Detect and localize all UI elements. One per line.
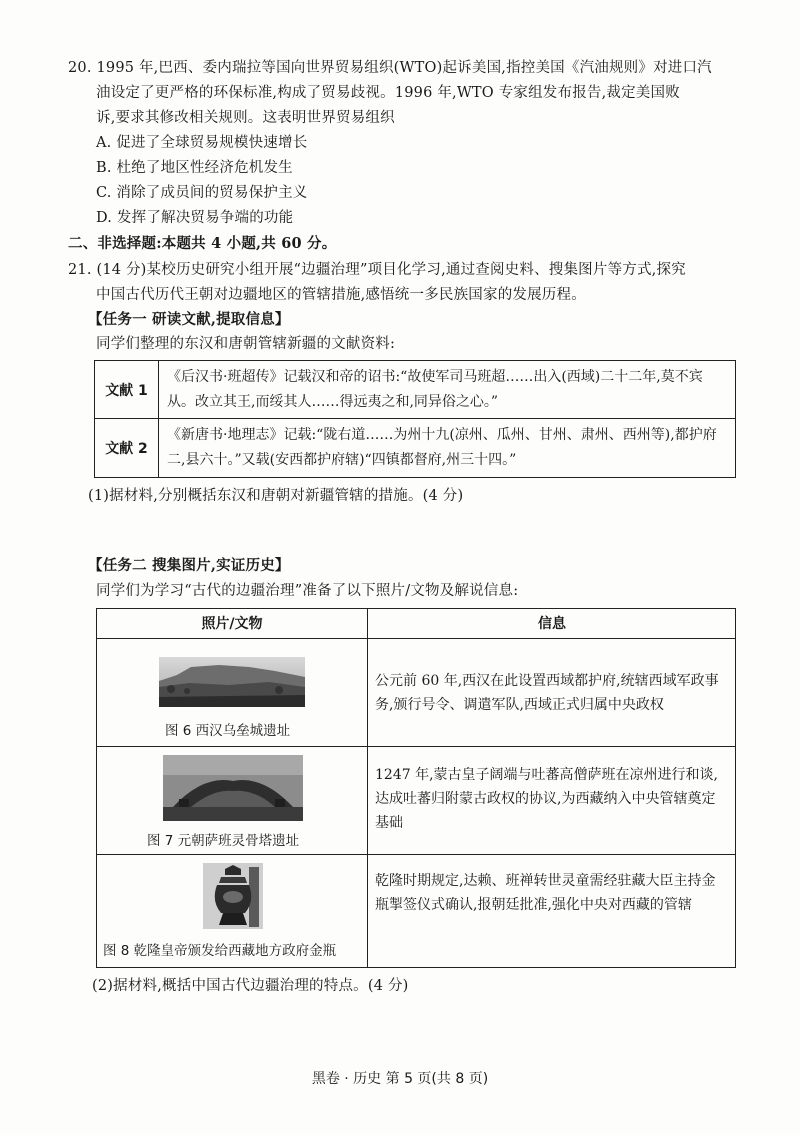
table-row [97, 855, 735, 967]
photo-caption: 图 6 西汉乌垒城遗址 [165, 723, 291, 739]
column-header-photo: 照片/文物 [201, 616, 263, 632]
q21-stem-line2: 中国古代历代王朝对边疆地区的管辖措施,感悟统一多民族国家的发展历程。 [96, 287, 586, 303]
section2-heading: 二、非选择题:本题共 4 小题,共 60 分。 [68, 235, 337, 252]
q20-option-d[interactable]: D. 发挥了解决贸易争端的功能 [96, 210, 294, 226]
document-row [95, 419, 735, 477]
q20-stem-line3: 诉,要求其修改相关规则。这表明世界贸易组织 [96, 110, 395, 126]
table-header [97, 609, 735, 639]
task1-intro: 同学们整理的东汉和唐朝管辖新疆的文献资料: [96, 336, 396, 352]
document-text: 《后汉书·班超传》记载汉和帝的诏书:“故使军司马班超……出入(西域)二十二年,莫不宾从。改立其王,而绥其人……得远夷之和,同异俗之心。” [167, 369, 703, 410]
q20-option-a[interactable]: A. 促进了全球贸易规模快速增长 [96, 135, 308, 151]
photo-caption: 图 8 乾隆皇帝颁发给西藏地方政府金瓶 [103, 943, 337, 959]
golden-urn-photo [203, 863, 263, 929]
table-row [97, 747, 735, 855]
page-footer: 黑卷 · 历史 第 5 页(共 8 页) [311, 1071, 489, 1087]
document-text: 《新唐书·地理志》记载:“陇右道……为州十九(凉州、瓜州、甘州、肃州、西州等),都护府二,县六十。”又载(安西都护府辖)“四镇都督府,州三十四。” [167, 427, 717, 468]
sub-question-2: (2)据材料,概括中国古代边疆治理的特点。(4 分) [92, 978, 409, 994]
sub-question-1: (1)据材料,分别概括东汉和唐朝对新疆管辖的措施。(4 分) [88, 488, 464, 504]
table-row [97, 639, 735, 747]
photo-info: 公元前 60 年,西汉在此设置西域都护府,统辖西域军政事务,颁行号令、调遣军队,西域正式归属中央政权 [375, 673, 719, 713]
photo-info: 1247 年,蒙古皇子阔端与吐蕃高僧萨班在凉州进行和谈,达成吐蕃归附蒙古政权的协议,为西藏纳入中央管辖奠定基础 [375, 767, 718, 831]
photo-info-table [96, 608, 736, 968]
q20-stem-line1: 20. 1995 年,巴西、委内瑞拉等国向世界贸易组织(WTO)起诉美国,指控美国《汽油规则》对进口汽 [68, 60, 712, 76]
q20-option-c[interactable]: C. 消除了成员间的贸易保护主义 [96, 185, 308, 201]
task1-title: 【任务一 研读文献,提取信息】 [88, 311, 290, 328]
q20-option-b[interactable]: B. 杜绝了地区性经济危机发生 [96, 160, 293, 176]
ruins-photo [159, 657, 305, 707]
task2-title: 【任务二 搜集图片,实证历史】 [88, 557, 290, 574]
document-table [94, 360, 736, 478]
document-label: 文献 1 [95, 361, 159, 418]
column-header-info: 信息 [538, 616, 566, 632]
photo-info: 乾隆时期规定,达赖、班禅转世灵童需经驻藏大臣主持金瓶掣签仪式确认,报朝廷批准,强化中央对西藏的管辖 [375, 873, 716, 913]
document-label: 文献 2 [95, 419, 159, 477]
stupa-ruins-photo [163, 755, 303, 821]
photo-caption: 图 7 元朝萨班灵骨塔遗址 [147, 833, 300, 849]
task2-intro: 同学们为学习“古代的边疆治理”准备了以下照片/文物及解说信息: [96, 583, 519, 599]
q21-stem-line1: 21. (14 分)某校历史研究小组开展“边疆治理”项目化学习,通过查阅史料、搜集图片等方式,探究 [68, 262, 686, 278]
document-row [95, 361, 735, 419]
q20-stem-line2: 油设定了更严格的环保标准,构成了贸易歧视。1996 年,WTO 专家组发布报告,裁定美国败 [96, 85, 680, 101]
